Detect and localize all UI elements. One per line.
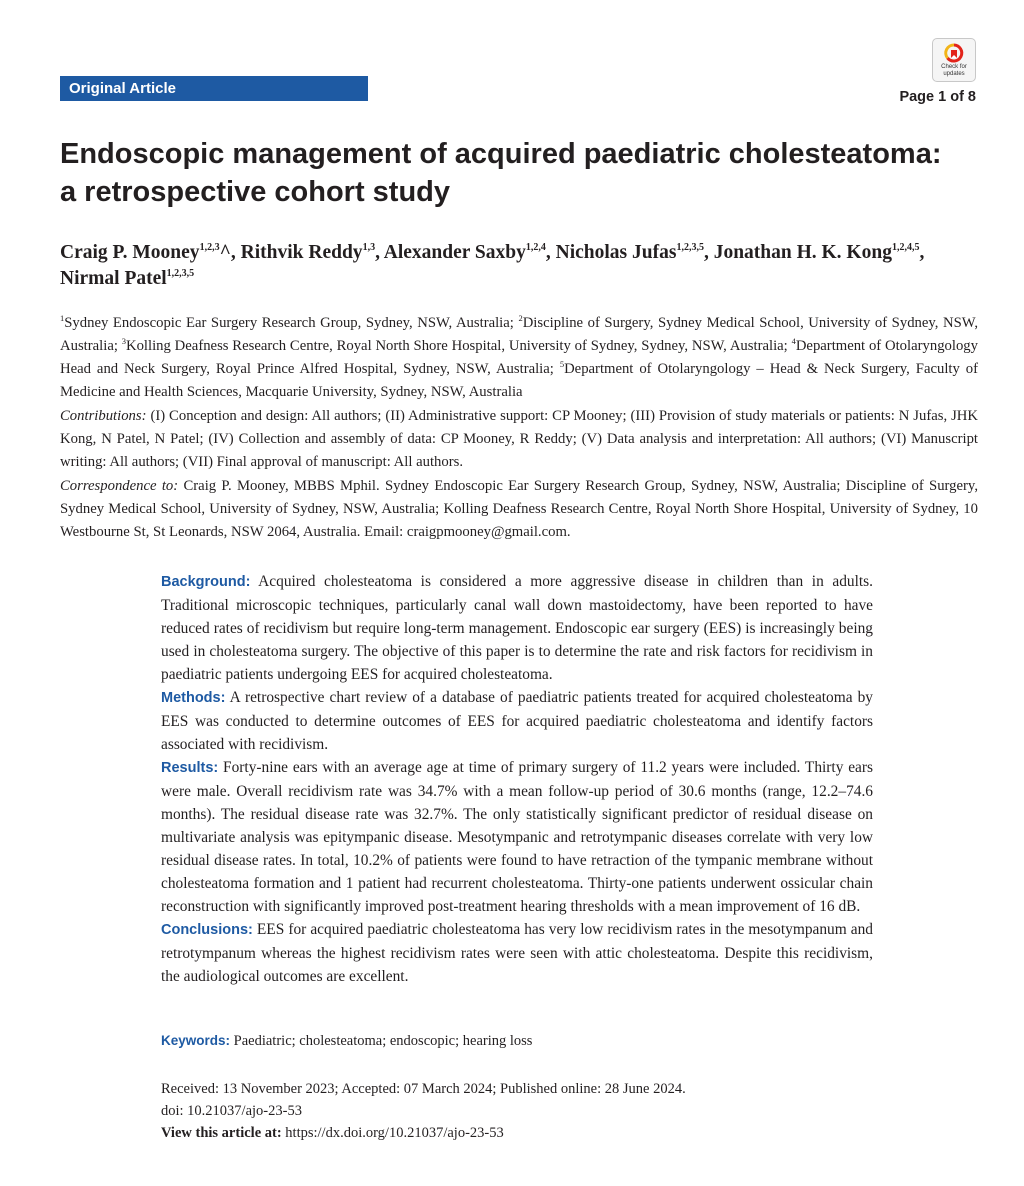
author-separator: ,: [703, 242, 714, 263]
author-name: Rithvik Reddy: [240, 242, 363, 263]
front-matter: [60, 312, 978, 545]
article-type-banner: Original Article: [60, 76, 368, 101]
page-number: Page 1 of 8: [899, 89, 976, 105]
author-name: Jonathan H. K. Kong: [713, 242, 892, 263]
article-title: [60, 135, 980, 211]
doi: doi: 10.21037/ajo-23-53: [161, 1103, 302, 1119]
abstract-methods: [161, 686, 873, 756]
view-article-line: [161, 1122, 873, 1144]
author-separator: ^,: [219, 242, 241, 263]
results-text: Forty-nine ears with an average age at time of primary surgery of 11.2 years were included. Thirty ears were male. Overall recidivism rate was 34.7% with a mean follow-up period of 30.6 months (range, 12.2–74.6 months). The residual disease rate was 32.7%. The only statistically significant predictor of residual disease on multivariate analysis was epitympanic disease. Mesotympanic and retrotympanic diseases correlate with very low residual disease rates. In total, 10.2% of patients were found to have retraction of the tympanic membrane without cholesteatoma formation and 1 patient had recurrent cholesteatoma. Thirty-one patients underwent ossicular chain reconstruction with significantly improved post-treatment hearing thresholds with a mean improvement of 16 dB.: [161, 759, 873, 915]
background-label: Background:: [161, 574, 251, 590]
author-affiliation-sup: 1,3: [362, 242, 376, 253]
check-updates-icon: [943, 43, 965, 63]
affiliation-sup: 3: [121, 336, 126, 346]
view-article-label: View this article at:: [161, 1125, 282, 1141]
article-url-link[interactable]: https://dx.doi.org/10.21037/ajo-23-53: [281, 1125, 504, 1141]
affiliation-4: Department of Otolaryngology Head and Neck Surgery, Royal Prince Alfred Hospital, Sydney, NSW, Australia;: [60, 338, 978, 377]
title-line-2: a retrospective cohort study: [60, 176, 450, 208]
affiliation-1: Sydney Endoscopic Ear Surgery Research Group, Sydney, NSW, Australia;: [64, 315, 519, 331]
author-affiliation-sup: 1,2,3,5: [676, 242, 704, 253]
methods-text: A retrospective chart review of a database of paediatric patients treated for acquired cholesteatoma by EES was conducted to determine outcomes of EES for acquired paediatric cholesteatoma and identify factors associated with recidivism.: [161, 689, 873, 753]
abstract-results: [161, 756, 873, 918]
author-affiliation-sup: 1,2,3: [199, 242, 220, 253]
check-for-updates-badge[interactable]: [932, 38, 976, 82]
contributions-label: Contributions:: [60, 408, 147, 424]
affiliation-sup: 1: [60, 313, 65, 323]
affiliations: [60, 312, 978, 404]
affiliation-sup: 4: [791, 336, 796, 346]
keywords: [161, 1030, 873, 1052]
affiliation-sup: 5: [559, 359, 565, 369]
results-label: Results:: [161, 760, 219, 776]
abstract-background: [161, 570, 873, 686]
author-name: Alexander Saxby: [383, 242, 526, 263]
background-text: Acquired cholesteatoma is considered a more aggressive disease in children than in adults. Traditional microscopic techniques, particularly canal wall down mastoidectomy, have been reported to have reduced rates of recidivism but require long-term management. Endoscopic ear surgery (EES) is increasingly being used in cholesteatoma surgery. The objective of this paper is to determine the rate and risk factors for recidivism in paediatric patients undergoing EES for acquired cholesteatoma.: [161, 573, 873, 683]
author-list: [60, 240, 980, 292]
author-name: Nicholas Jufas: [555, 242, 677, 263]
contributions-text: (I) Conception and design: All authors; (II) Administrative support: CP Mooney; (III) Provision of study materials or patients: N Jufas, JHK Kong, N Patel, N Patel; (IV) Collection and assembly of data: CP Mooney, R Reddy; (V) Data analysis and interpretation: All authors; (VI) Manuscript writing: All authors; (VII) Final approval of manuscript: All authors.: [60, 408, 978, 470]
publication-dates: Received: 13 November 2023; Accepted: 07 March 2024; Published online: 28 June 2024.: [161, 1081, 686, 1097]
title-line-1: Endoscopic management of acquired paediatric cholesteatoma:: [60, 138, 942, 170]
publication-info: [161, 1078, 873, 1144]
author-separator: ,: [375, 242, 384, 263]
affiliation-2: Discipline of Surgery, Sydney Medical School, University of Sydney, NSW, Australia;: [60, 315, 978, 354]
keywords-text: Paediatric; cholesteatoma; endoscopic; hearing loss: [230, 1033, 533, 1049]
keywords-label: Keywords:: [161, 1033, 231, 1048]
author-name: Craig P. Mooney: [60, 242, 200, 263]
badge-label: Check for updates: [941, 64, 967, 77]
abstract: [161, 570, 873, 988]
abstract-conclusions: [161, 918, 873, 988]
correspondence-label: Correspondence to:: [60, 478, 179, 494]
methods-label: Methods:: [161, 690, 226, 706]
correspondence-text: Craig P. Mooney, MBBS Mphil. Sydney Endoscopic Ear Surgery Research Group, Sydney, NSW, Australia; Discipline of Surgery, Sydney Medical School, University of Sydney, NSW, Australia; Kolling Deafness Research Centre, Royal North Shore Hospital, University of Sydney, 10 Westbourne St, St Leonards, NSW 2064, Australia. Email: craigpmooney@gmail.com.: [60, 478, 978, 540]
affiliation-sup: 2: [518, 313, 523, 323]
affiliation-3: Kolling Deafness Research Centre, Royal North Shore Hospital, University of Sydney, Sydney, NSW, Australia;: [125, 338, 792, 354]
conclusions-label: Conclusions:: [161, 922, 253, 938]
author-separator: ,: [919, 242, 925, 263]
author-affiliation-sup: 1,2,4: [525, 242, 546, 253]
author-affiliation-sup: 1,2,4,5: [891, 242, 920, 253]
affiliation-5: Department of Otolaryngology – Head & Neck Surgery, Faculty of Medicine and Health Sciences, Macquarie University, Sydney, NSW, Australia: [60, 361, 979, 400]
conclusions-text: EES for acquired paediatric cholesteatoma has very low recidivism rates in the mesotympanum and retrotympanum whereas the highest recidivism rates were seen with attic cholesteatoma. Despite this recidivism, the audiological outcomes are excellent.: [161, 921, 873, 985]
author-separator: ,: [545, 242, 556, 263]
correspondence: [60, 475, 978, 544]
author-name: Nirmal Patel: [60, 268, 167, 289]
author-affiliation-sup: 1,2,3,5: [166, 268, 195, 279]
contributions: [60, 405, 978, 474]
